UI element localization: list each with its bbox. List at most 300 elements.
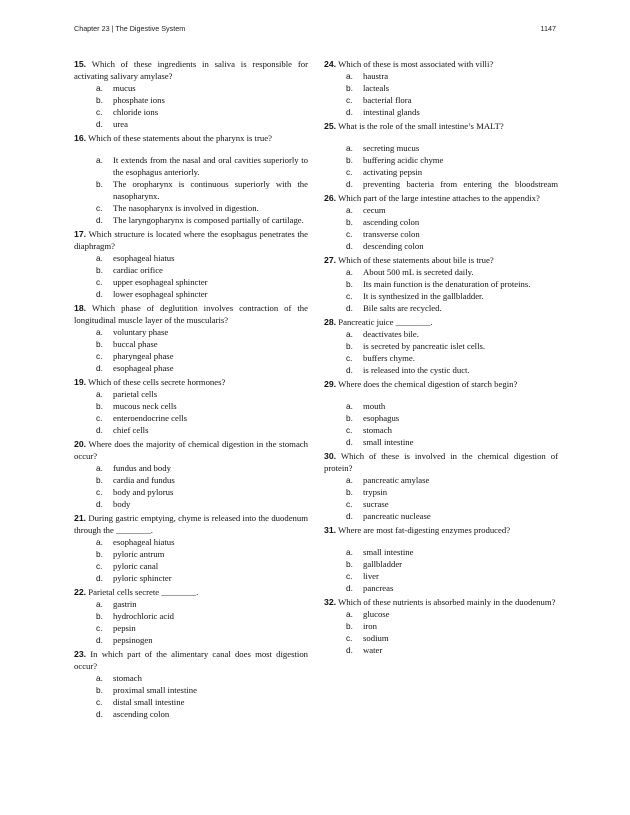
question-number: 15. (74, 59, 87, 69)
answer-options (74, 326, 308, 374)
option-text: lower esophageal sphincter (113, 289, 208, 299)
option-letter: a. (96, 83, 103, 93)
question-stem (74, 648, 308, 672)
question-number: 18. (74, 303, 87, 313)
answer-option (74, 252, 308, 264)
question-stem (74, 228, 308, 252)
option-text: pharyngeal phase (113, 351, 174, 361)
answer-option (324, 178, 558, 190)
answer-options (324, 204, 558, 252)
question-19 (74, 376, 308, 436)
answer-option (74, 486, 308, 498)
option-letter: c. (346, 571, 353, 581)
chapter-label: Chapter 23 (74, 24, 110, 33)
question-stem (324, 316, 558, 328)
option-text: liver (363, 571, 379, 581)
option-text: buccal phase (113, 339, 158, 349)
option-text: bacterial flora (363, 95, 412, 105)
answer-options (74, 672, 308, 720)
answer-option (74, 622, 308, 634)
option-letter: a. (346, 609, 353, 619)
question-15 (74, 58, 308, 130)
option-text: pyloric sphincter (113, 573, 172, 583)
answer-option (74, 202, 308, 214)
option-text: stomach (113, 673, 142, 683)
answer-options (324, 70, 558, 118)
option-text: preventing bacteria from entering the bloodstream (363, 179, 558, 189)
answer-option (324, 216, 558, 228)
option-letter: a. (346, 71, 353, 81)
option-text: The laryngopharynx is composed partially of cartilage. (113, 215, 304, 225)
answer-option (74, 82, 308, 94)
question-text: What is the role of the small intestine’s MALT? (338, 121, 504, 131)
answer-option (74, 696, 308, 708)
answer-option (324, 558, 558, 570)
page-header (74, 24, 556, 33)
answer-option (74, 598, 308, 610)
option-text: gastrin (113, 599, 137, 609)
option-text: pepsin (113, 623, 136, 633)
question-stem (324, 524, 558, 536)
answer-options (324, 546, 558, 594)
option-letter: a. (96, 673, 103, 683)
answer-option (74, 276, 308, 288)
option-letter: d. (96, 215, 103, 225)
answer-option (74, 214, 308, 226)
option-letter: a. (346, 267, 353, 277)
answer-option (74, 388, 308, 400)
option-letter: d. (96, 709, 103, 719)
option-text: is released into the cystic duct. (363, 365, 470, 375)
question-text: Parietal cells secrete ________. (88, 587, 199, 597)
option-letter: d. (346, 583, 353, 593)
answer-options (74, 388, 308, 436)
answer-option (74, 560, 308, 572)
option-letter: b. (96, 549, 103, 559)
option-letter: a. (96, 537, 103, 547)
answer-option (324, 412, 558, 424)
question-stem (74, 438, 308, 462)
answer-options (324, 474, 558, 522)
option-letter: b. (96, 475, 103, 485)
option-letter: a. (96, 463, 103, 473)
answer-option (74, 684, 308, 696)
question-21 (74, 512, 308, 584)
option-letter: c. (346, 499, 353, 509)
option-letter: c. (96, 277, 103, 287)
answer-option (324, 424, 558, 436)
answer-option (74, 548, 308, 560)
question-number: 32. (324, 597, 337, 607)
option-text: fundus and body (113, 463, 171, 473)
option-text: glucose (363, 609, 390, 619)
option-letter: b. (346, 413, 353, 423)
option-text: small intestine (363, 437, 414, 447)
answer-option (74, 672, 308, 684)
question-26 (324, 192, 558, 252)
question-31 (324, 524, 558, 594)
question-text: Where does the chemical digestion of starch begin? (338, 379, 518, 389)
question-text: Pancreatic juice ________. (338, 317, 433, 327)
answer-options (74, 252, 308, 300)
option-letter: d. (96, 363, 103, 373)
option-text: esophageal hiatus (113, 537, 175, 547)
question-32 (324, 596, 558, 656)
question-number: 27. (324, 255, 337, 265)
option-letter: d. (346, 179, 353, 189)
option-text: Its main function is the denaturation of proteins. (363, 279, 531, 289)
option-text: is secreted by pancreatic islet cells. (363, 341, 486, 351)
answer-option (74, 498, 308, 510)
answer-options (324, 328, 558, 376)
question-stem (74, 302, 308, 326)
option-letter: a. (96, 155, 103, 165)
option-text: urea (113, 119, 128, 129)
answer-option (324, 70, 558, 82)
answer-option (324, 474, 558, 486)
option-letter: c. (346, 633, 353, 643)
option-letter: c. (96, 203, 103, 213)
answer-option (324, 228, 558, 240)
answer-option (324, 154, 558, 166)
option-letter: a. (346, 401, 353, 411)
question-text: Which of these statements about the pharynx is true? (88, 133, 272, 143)
option-text: ascending colon (363, 217, 420, 227)
option-text: buffers chyme. (363, 353, 415, 363)
answer-option (74, 424, 308, 436)
question-number: 21. (74, 513, 87, 523)
answer-option (324, 620, 558, 632)
option-letter: b. (346, 279, 353, 289)
answer-options (324, 400, 558, 448)
question-22 (74, 586, 308, 646)
question-number: 24. (324, 59, 337, 69)
question-23 (74, 648, 308, 720)
option-letter: a. (96, 599, 103, 609)
answer-option (324, 240, 558, 252)
option-letter: d. (96, 289, 103, 299)
question-stem (74, 132, 308, 144)
question-number: 20. (74, 439, 87, 449)
question-text: During gastric emptying, chyme is released into the duodenum through the ________. (74, 513, 308, 535)
question-text: Which structure is located where the esophagus penetrates the diaphragm? (74, 229, 309, 251)
question-18 (74, 302, 308, 374)
option-text: cardiac orifice (113, 265, 163, 275)
option-text: mucus (113, 83, 136, 93)
option-letter: b. (96, 685, 103, 695)
option-text: intestinal glands (363, 107, 420, 117)
answer-option (74, 178, 308, 202)
answer-option (74, 264, 308, 276)
question-stem (324, 58, 558, 70)
question-number: 31. (324, 525, 337, 535)
option-text: gallbladder (363, 559, 403, 569)
page-number: 1147 (540, 24, 556, 33)
option-text: pancreatic nuclease (363, 511, 431, 521)
option-letter: c. (346, 425, 353, 435)
option-letter: d. (96, 119, 103, 129)
option-text: pepsinogen (113, 635, 153, 645)
question-text: Which of these statements about bile is true? (338, 255, 494, 265)
option-letter: c. (96, 351, 103, 361)
option-text: cardia and fundus (113, 475, 175, 485)
question-25 (324, 120, 558, 190)
option-text: body (113, 499, 131, 509)
answer-option (74, 362, 308, 374)
answer-option (74, 412, 308, 424)
answer-option (324, 498, 558, 510)
answer-option (324, 106, 558, 118)
question-text: Which of these nutrients is absorbed mainly in the duodenum? (338, 597, 556, 607)
option-letter: d. (346, 365, 353, 375)
left-question-column (74, 58, 308, 722)
option-text: body and pylorus (113, 487, 174, 497)
answer-option (324, 340, 558, 352)
option-text: secreting mucus (363, 143, 420, 153)
answer-option (324, 486, 558, 498)
option-letter: b. (346, 621, 353, 631)
question-text: Where does the majority of chemical digestion in the stomach occur? (74, 439, 309, 461)
option-text: phosphate ions (113, 95, 165, 105)
option-letter: c. (346, 167, 353, 177)
answer-option (324, 166, 558, 178)
option-text: upper esophageal sphincter (113, 277, 208, 287)
option-letter: d. (96, 425, 103, 435)
option-text: mouth (363, 401, 386, 411)
option-letter: c. (96, 697, 103, 707)
question-number: 28. (324, 317, 337, 327)
answer-option (74, 474, 308, 486)
answer-option (74, 350, 308, 362)
question-28 (324, 316, 558, 376)
answer-option (324, 352, 558, 364)
option-text: chief cells (113, 425, 149, 435)
answer-option (324, 632, 558, 644)
option-letter: b. (96, 179, 103, 189)
question-stem (74, 512, 308, 536)
answer-option (74, 118, 308, 130)
answer-options (324, 142, 558, 190)
option-text: pancreatic amylase (363, 475, 430, 485)
answer-option (324, 400, 558, 412)
option-text: The oropharynx is continuous superiorly with the nasopharynx. (113, 179, 308, 201)
question-text: In which part of the alimentary canal does most digestion occur? (74, 649, 309, 671)
question-16 (74, 132, 308, 226)
answer-options (74, 598, 308, 646)
answer-option (74, 288, 308, 300)
question-number: 19. (74, 377, 87, 387)
section-title: The Digestive System (115, 24, 186, 33)
option-letter: b. (346, 559, 353, 569)
answer-option (74, 462, 308, 474)
option-letter: b. (96, 401, 103, 411)
question-stem (324, 378, 558, 390)
question-stem (74, 376, 308, 388)
option-letter: d. (96, 635, 103, 645)
answer-options (74, 462, 308, 510)
option-text: About 500 mL is secreted daily. (363, 267, 474, 277)
option-text: transverse colon (363, 229, 420, 239)
question-number: 25. (324, 121, 337, 131)
answer-option (324, 510, 558, 522)
answer-option (74, 338, 308, 350)
answer-option (324, 644, 558, 656)
option-letter: a. (346, 205, 353, 215)
header-separator: | (111, 24, 114, 33)
answer-option (324, 436, 558, 448)
answer-option (74, 106, 308, 118)
option-letter: a. (96, 253, 103, 263)
option-letter: b. (96, 339, 103, 349)
option-letter: b. (346, 487, 353, 497)
answer-option (74, 634, 308, 646)
option-letter: a. (346, 475, 353, 485)
option-letter: a. (346, 329, 353, 339)
option-text: lacteals (363, 83, 390, 93)
option-text: esophageal phase (113, 363, 174, 373)
answer-option (324, 546, 558, 558)
answer-option (324, 94, 558, 106)
option-letter: c. (96, 413, 103, 423)
answer-option (324, 278, 558, 290)
answer-options (74, 154, 308, 226)
question-stem (324, 192, 558, 204)
option-letter: c. (346, 353, 353, 363)
option-text: small intestine (363, 547, 414, 557)
option-text: esophageal hiatus (113, 253, 175, 263)
option-text: voluntary phase (113, 327, 169, 337)
option-text: activating pepsin (363, 167, 423, 177)
right-question-column (324, 58, 558, 658)
question-number: 26. (324, 193, 337, 203)
option-letter: c. (346, 291, 353, 301)
option-text: water (363, 645, 383, 655)
option-text: iron (363, 621, 377, 631)
option-text: Bile salts are recycled. (363, 303, 442, 313)
option-text: esophagus (363, 413, 400, 423)
option-text: haustra (363, 71, 389, 81)
question-number: 22. (74, 587, 87, 597)
option-letter: b. (346, 341, 353, 351)
option-letter: d. (346, 645, 353, 655)
question-number: 23. (74, 649, 87, 659)
option-text: sodium (363, 633, 389, 643)
answer-option (324, 582, 558, 594)
option-letter: d. (346, 303, 353, 313)
answer-option (74, 326, 308, 338)
answer-option (74, 154, 308, 178)
option-letter: b. (346, 217, 353, 227)
option-text: buffering acidic chyme (363, 155, 444, 165)
question-text: Which of these ingredients in saliva is responsible for activating salivary amylase? (74, 59, 308, 81)
option-letter: b. (96, 611, 103, 621)
answer-option (324, 570, 558, 582)
option-letter: b. (96, 95, 103, 105)
option-letter: a. (96, 389, 103, 399)
option-text: It is synthesized in the gallbladder. (363, 291, 484, 301)
question-text: Which of these cells secrete hormones? (88, 377, 226, 387)
question-29 (324, 378, 558, 448)
option-text: mucous neck cells (113, 401, 177, 411)
answer-option (324, 302, 558, 314)
question-stem (324, 120, 558, 132)
option-text: deactivates bile. (363, 329, 419, 339)
question-30 (324, 450, 558, 522)
option-letter: d. (346, 511, 353, 521)
option-letter: c. (96, 107, 103, 117)
option-letter: b. (96, 265, 103, 275)
option-letter: d. (346, 437, 353, 447)
question-20 (74, 438, 308, 510)
option-text: cecum (363, 205, 386, 215)
answer-options (74, 536, 308, 584)
question-text: Which phase of deglutition involves contraction of the longitudinal muscle layer of the muscularis? (74, 303, 309, 325)
answer-option (74, 708, 308, 720)
answer-option (324, 204, 558, 216)
question-stem (324, 450, 558, 474)
answer-option (324, 266, 558, 278)
option-letter: d. (96, 499, 103, 509)
option-letter: a. (346, 547, 353, 557)
option-text: It extends from the nasal and oral cavities superiorly to the esophagus anteriorly. (113, 155, 308, 177)
option-letter: c. (96, 487, 103, 497)
answer-option (74, 572, 308, 584)
option-letter: d. (346, 107, 353, 117)
answer-option (74, 536, 308, 548)
question-text: Which part of the large intestine attaches to the appendix? (338, 193, 540, 203)
question-stem (324, 596, 558, 608)
option-text: The nasopharynx is involved in digestion. (113, 203, 259, 213)
answer-option (324, 142, 558, 154)
question-stem (74, 58, 308, 82)
option-text: parietal cells (113, 389, 158, 399)
option-letter: c. (96, 623, 103, 633)
option-letter: d. (346, 241, 353, 251)
answer-option (74, 94, 308, 106)
option-text: enteroendocrine cells (113, 413, 188, 423)
question-17 (74, 228, 308, 300)
question-text: Which of these is most associated with villi? (338, 59, 494, 69)
question-text: Which of these is involved in the chemical digestion of protein? (324, 451, 558, 473)
question-27 (324, 254, 558, 314)
answer-options (324, 608, 558, 656)
option-letter: b. (346, 155, 353, 165)
option-letter: c. (346, 229, 353, 239)
question-24 (324, 58, 558, 118)
answer-options (324, 266, 558, 314)
option-text: distal small intestine (113, 697, 185, 707)
answer-option (74, 610, 308, 622)
question-stem (324, 254, 558, 266)
option-text: sucrase (363, 499, 389, 509)
answer-option (324, 364, 558, 376)
answer-option (324, 290, 558, 302)
question-number: 30. (324, 451, 337, 461)
question-text: Where are most fat-digesting enzymes produced? (338, 525, 511, 535)
answer-option (324, 328, 558, 340)
answer-options (74, 82, 308, 130)
option-letter: b. (346, 83, 353, 93)
option-text: pyloric canal (113, 561, 159, 571)
option-letter: c. (96, 561, 103, 571)
option-letter: c. (346, 95, 353, 105)
question-number: 29. (324, 379, 337, 389)
answer-option (74, 400, 308, 412)
answer-option (324, 608, 558, 620)
option-letter: a. (96, 327, 103, 337)
option-letter: d. (96, 573, 103, 583)
option-text: pyloric antrum (113, 549, 165, 559)
